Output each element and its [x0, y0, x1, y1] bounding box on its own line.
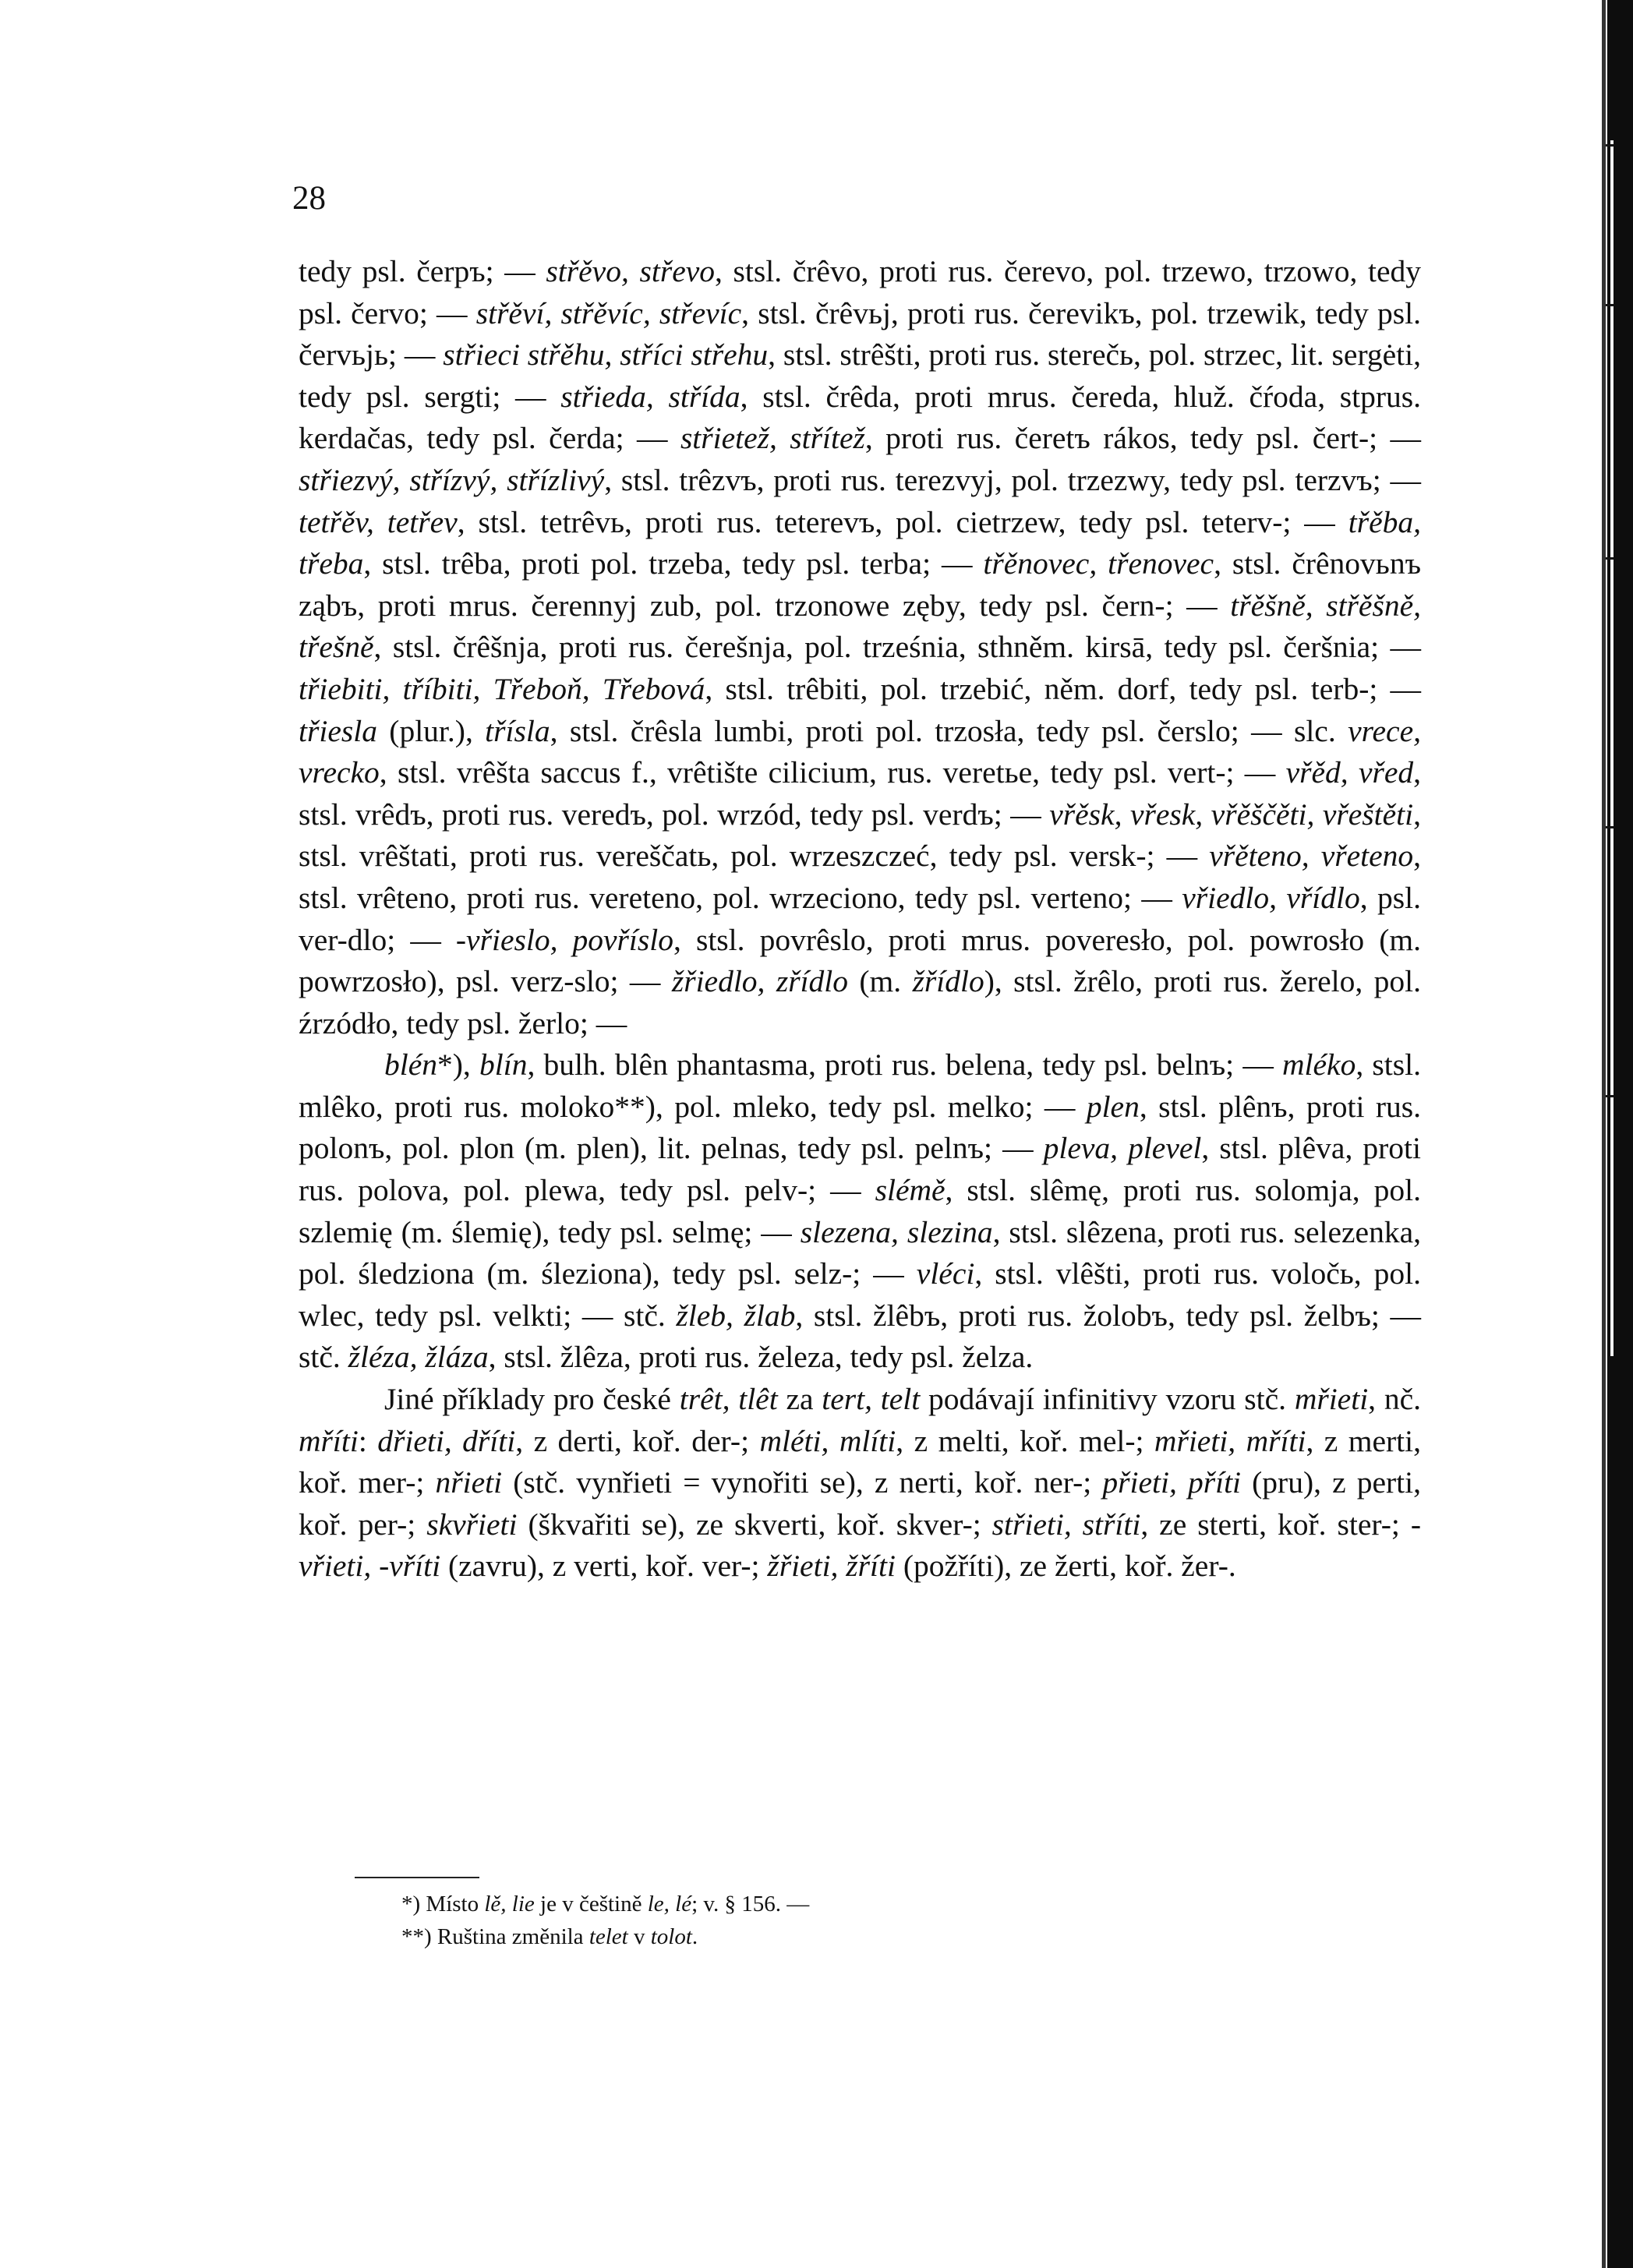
scan-edge-tick	[1606, 1095, 1614, 1097]
page-number: 28	[292, 180, 326, 217]
scan-edge-rule	[1602, 0, 1606, 2268]
footnote-1: *) Místo lě, lie je v češtině le, lé; v. § 156. —	[401, 1892, 810, 1916]
footnotes	[401, 1888, 1415, 1953]
scan-edge-tick	[1606, 144, 1614, 147]
scan-edge-tick	[1606, 557, 1614, 560]
scan-edge-tick	[1606, 826, 1614, 828]
scan-spine-highlight	[1610, 140, 1614, 1356]
footnote-separator	[355, 1877, 479, 1878]
scan-edge-tick	[1606, 304, 1614, 306]
body-text: tedy psl. čerpъ; — střěvo, střevo, stsl. črêvo, proti rus. čerevo, pol. trzewo, trzowo, tedy psl. červo; — střěví, střěvíc, střevíc, stsl. črêvьj, proti rus. čerevikъ, pol. trzewik, tedy psl. červьjь; — střieci střěhu, stříci střehu, stsl. strêšti, proti rus. sterečь, pol. strzec, lit. sergėti, tedy psl. sergti; — střieda, střída, stsl. črêda, proti mrus. čereda, hluž. čŕoda, stprus. kerdačas, tedy psl. čerda; — střietež, střítež, proti rus. čeretъ rákos, tedy psl. čert-; — střiezvý, střízvý, střízlivý, stsl. trêzvъ, proti rus. terezvyj, pol. trzezwy, tedy psl. terzvъ; — tetřěv, tetřev, stsl. tetrêvь, proti rus. teterevъ, pol. cietrzew, tedy psl. teterv-; — třěba, třeba, stsl. trêba, proti pol. trzeba, tedy psl. terba; — třěnovec, třenovec, stsl. črênovьnъ ząbъ, proti mrus. čerennyj zub, pol. trzonowe zęby, tedy psl. čern-; — třěšně, střěšně, třešně, stsl. črêšnja, proti rus. čerešnja, pol. trześnia, sthněm. kirsā, tedy psl. čeršnia; — třiebiti, tříbiti, Třeboň, Třebová, stsl. trêbiti, pol. trzebić, něm. dorf, tedy psl. terb-; — třiesla (plur.), třísla, stsl. črêsla lumbi, proti pol. trzosła, tedy psl. čerslo; — slc. vrece, vrecko, stsl. vrêšta saccus f., vrêtište cilicium, rus. veretьe, tedy psl. vert-; — vřěd, vřed, stsl. vrêdъ, proti rus. veredъ, pol. wrzód, tedy psl. verdъ; — vřěsk, vřesk, vřěščěti, vřeštěti, stsl. vrêštati, proti rus. vereščatь, pol. wrzeszczeć, tedy psl. versk-; — vřěteno, vřeteno, stsl. vrêteno, proti rus. vereteno, pol. wrzeciono, tedy psl. verteno; — vřiedlo, vřídlo, psl. ver-dlo; — -vřieslo, povříslo, stsl. povrêslo, proti mrus. poveresło, pol. powrosło (m. powrzosło), psl. verz-slo; — žřiedlo, zřídlo (m. žřídlo), stsl. žrêlo, proti rus. žerelo, pol. źrzódło, tedy psl. žerlo; — blén*), blín, bulh. blên phantasma, proti rus. belena, tedy psl. belnъ; — mléko, stsl. mlêko, proti rus. moloko**), pol. mleko, tedy psl. melko; — plen, stsl. plênъ, proti rus. polonъ, pol. plon (m. plen), lit. pelnas, tedy psl. pelnъ; — pleva, plevel, stsl. plêva, proti rus. polova, pol. plewa, tedy psl. pelv-; — slémě, stsl. slêmę, proti rus. solomja, pol. szlemię (m. ślemię), tedy psl. selmę; — slezena, slezina, stsl. slêzena, proti rus. selezenka, pol. śledziona (m. śleziona), tedy psl. selz-; — vléci, stsl. vlêšti, proti rus. voločь, pol. wlec, tedy psl. velkti; — stč. žleb, žlab, stsl. žlêbъ, proti rus. žolobъ, tedy psl. želbъ; — stč. žléza, žláza, stsl. žlêza, proti rus. železa, tedy psl. želza. Jiné příklady pro české trêt, tlêt za tert, telt podávají infinitivy vzoru stč. mřieti, nč. mříti: dřieti, dříti, z derti, koř. der-; mléti, mlíti, z melti, koř. mel-; mřieti, mříti, z merti, koř. mer-; nřieti (stč. vynřieti = vynořiti se), z nerti, koř. ner-; přieti, příti (pru), z perti, koř. per-; skvřieti (škvařiti se), ze skverti, koř. skver-; střieti, stříti, ze sterti, koř. ster-; -vřieti, -vříti (zavru), z verti, koř. ver-; žřieti, žříti (požříti), ze žerti, koř. žer-.	[299, 254, 1422, 1584]
footnote-2: **) Ruština změnila telet v tolot.	[401, 1924, 698, 1949]
